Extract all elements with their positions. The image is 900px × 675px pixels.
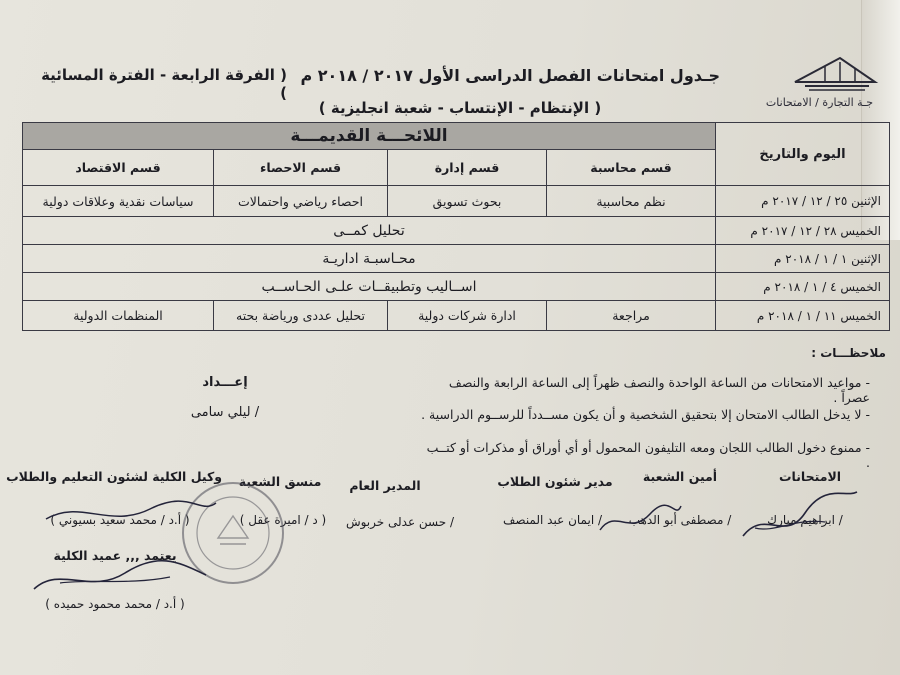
subject-cell: مراجعة xyxy=(547,301,716,331)
subject-cell: تحليل عددى ورياضة بحته xyxy=(214,301,388,331)
subject-cell: بحوث تسويق xyxy=(388,186,547,217)
row-date: الخميس ١١ / ١ / ٢٠١٨ م xyxy=(716,301,890,331)
row-date: الإثنين ٢٥ / ١٢ / ٢٠١٧ م xyxy=(716,186,890,217)
note-item: - ممنوع دخول الطالب اللجان ومعه التليفون المحمول أو أي أوراق أو مذكرات أو كتــب . xyxy=(426,440,870,470)
prepared-by-name: / ليلي سامى xyxy=(190,405,260,420)
handwritten-signature xyxy=(30,555,210,600)
notes-heading: ملاحظـــات : xyxy=(811,346,886,360)
dept-statistics: قسم الاحصاء xyxy=(214,150,388,186)
table-row xyxy=(23,301,890,331)
subject-cell: ادارة شركات دولية xyxy=(388,301,547,331)
signatory-title: مدير شئون الطلاب xyxy=(497,474,613,489)
signatory-name: / ابراهيم مبارك xyxy=(767,513,843,527)
document-subtitle: ( الإنتظام - الإنتساب - شعبة انجليزية ) xyxy=(318,99,602,117)
dept-economics: قسم الاقتصاد xyxy=(23,150,214,186)
subject-cell: احصاء رياضي واحتمالات xyxy=(214,186,388,217)
signatory-title: المدير العام xyxy=(349,478,421,493)
faculty-unit-label: جـة التجارة / الامتحانات xyxy=(765,96,874,109)
signatory-title: منسق الشعبة xyxy=(238,474,322,489)
regulation-header: اللائحـــة القديمـــة xyxy=(23,123,716,150)
document-title: جـدول امتحانات الفصل الدراسى الأول ٢٠١٧ / ٢٠١٨ م xyxy=(300,66,720,85)
row-date: الخميس ٢٨ / ١٢ / ٢٠١٧ م xyxy=(716,217,890,245)
table-row xyxy=(23,217,890,245)
subject-cell: نظم محاسبية xyxy=(547,186,716,217)
common-subject-cell: اســاليب وتطبيقــات علـى الحـاســب xyxy=(23,273,716,301)
handwritten-signature xyxy=(40,495,220,535)
signatory-name: / مصطفى أبو الدهب xyxy=(628,513,732,527)
prepared-by-label: إعـــداد xyxy=(202,375,248,390)
table-row xyxy=(23,273,890,301)
subject-cell: المنظمات الدولية xyxy=(23,301,214,331)
dept-accounting: قسم محاسبة xyxy=(547,150,716,186)
row-date: الخميس ٤ / ١ / ٢٠١٨ م xyxy=(716,273,890,301)
exam-schedule-table xyxy=(22,122,890,331)
table-row xyxy=(23,186,890,217)
group-label: ( الفرقة الرابعة - الفترة المسائية ) xyxy=(41,66,287,102)
signatory-title: أمين الشعبة xyxy=(642,469,718,484)
common-subject-cell: محـاسبـة اداريـة xyxy=(23,245,716,273)
signatory-title: الامتحانات xyxy=(778,469,842,484)
dean-name: ( أ.د / محمد محمود حميده ) xyxy=(45,597,185,611)
common-subject-cell: تحليل كمــى xyxy=(23,217,716,245)
note-item: - مواعيد الامتحانات من الساعة الواحدة والنصف ظهراً إلى الساعة الرابعة والنصف عصراً . xyxy=(448,375,870,405)
signatory-name: ( د / اميرة عقل ) xyxy=(239,513,327,527)
subject-cell: سياسات نقدية وعلاقات دولية xyxy=(23,186,214,217)
row-date: الإثنين ١ / ١ / ٢٠١٨ م xyxy=(716,245,890,273)
signatory-title: وكيل الكلية لشئون التعليم والطلاب xyxy=(6,469,222,484)
note-item: - لا يدخل الطالب الامتحان إلا بتحقيق الشخصية و أن يكون مســدداً للرســوم الدراسية . xyxy=(421,407,870,422)
dean-title: يعتمد ,,, عميد الكلية xyxy=(53,548,177,563)
day-date-header: اليوم والتاريخ xyxy=(716,123,890,186)
dept-management: قسم إدارة xyxy=(388,150,547,186)
signatory-name: / حسن عدلى خربوش xyxy=(345,515,455,529)
handwritten-signature xyxy=(735,488,865,548)
signatory-name: ( أ.د / محمد سعيد بسيوني ) xyxy=(50,513,190,527)
signatory-name: / ايمان عبد المنصف xyxy=(502,513,603,527)
handwritten-signature xyxy=(595,500,685,540)
table-row xyxy=(23,245,890,273)
